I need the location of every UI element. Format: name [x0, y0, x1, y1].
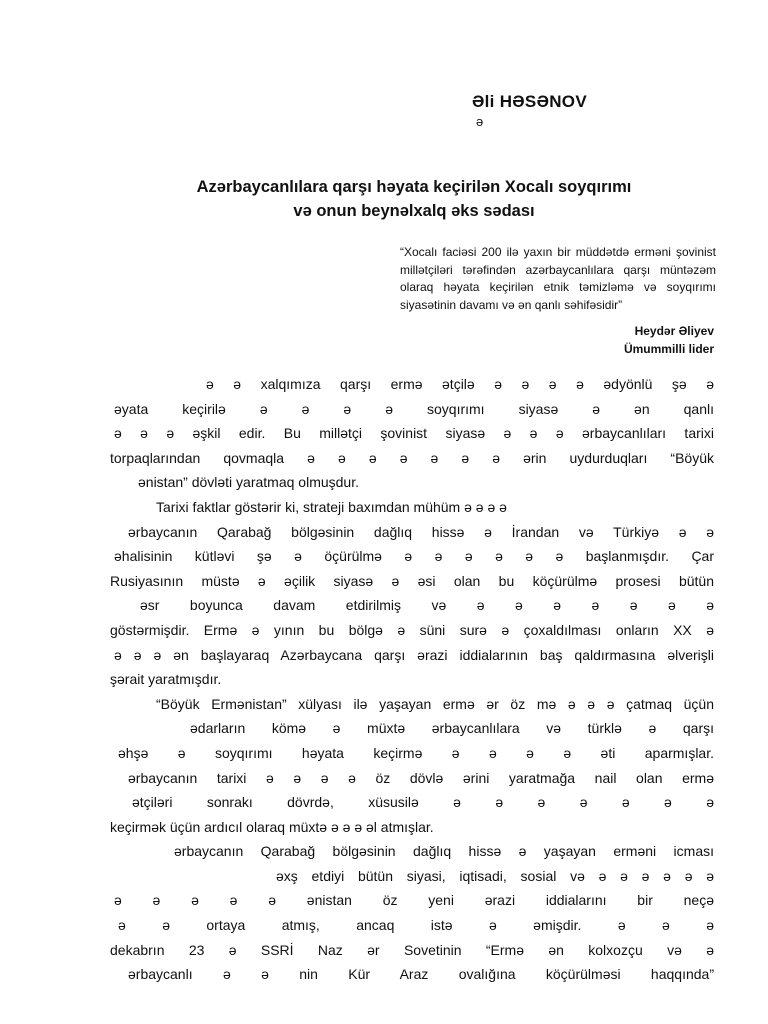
- author-subline: ə: [476, 114, 484, 129]
- body-line: ətçiləri sonrakı dövrdə, xüsusilə ə ə ə ə ə ə ə: [132, 794, 714, 811]
- body-line: göstərmişdir. Ermə ə yının bu bölgə ə süni surə ə çoxaldılması onların XX ə: [110, 621, 714, 638]
- body-line: ə ə ə ə ə ənistan öz yeni ərazi iddialarını bir neçə: [114, 892, 714, 909]
- body-line: ədarların kömə ə müxtə ərbaycanlılara və türklə ə qarşı: [190, 720, 714, 737]
- body-line: dekabrın 23 ə SSRİ Naz ər Sovetinin “Ermə ən kolxozçu və ə: [110, 941, 714, 958]
- body-line: ərbaycanın Qarabağ bölgəsinin dağlıq hissə ə yaşayan erməni icması: [174, 843, 714, 860]
- body-line: əhalisinin kütləvi şə ə öçürülmə ə ə ə ə ə ə başlanmışdır. Çar: [114, 548, 714, 565]
- body-line: “Böyük Ermənistan” xülyası ilə yaşayan ermə ər öz mə ə ə ə çatmaq üçün: [156, 695, 714, 712]
- epigraph-quote: “Xocalı faciəsi 200 ilə yaxın bir müddətdə erməni şovinist millətçiləri tərəfindən azərbaycanlılara qarşı müntəzəm olaraq həyata keçirilən etnik təmizləmə və soyqırımı siyasətinin davamı və ən qanlı səhifəsidir”: [400, 245, 716, 312]
- body-line: ənistan” dövləti yaratmaq olmuşdur.: [138, 474, 359, 491]
- body-line: Rusiyasının müstə ə əçilik siyasə ə əsi olan bu köçürülmə prosesi bütün: [110, 572, 714, 589]
- article-title-line-2: və onun beynəlxalq əks sədası: [293, 202, 535, 220]
- body-line: şərait yaratmışdır.: [110, 671, 222, 688]
- article-title-line-1: Azərbaycanlılara qarşı həyata keçirilən Xocalı soyqırımı: [196, 178, 632, 196]
- body-line: əhşə ə soyqırımı həyata keçirmə ə ə ə ə əti aparmışlar.: [118, 744, 714, 761]
- body-line: ərbaycanın tarixi ə ə ə ə öz dövlə ərini yaratmağa nail olan ermə: [128, 769, 714, 786]
- body-line: ərbaycanlı ə ə nin Kür Araz ovalığına köçürülməsi haqqında”: [128, 966, 714, 983]
- body-line: ə ə ə ən başlayaraq Azərbaycana qarşı ərazi iddialarının baş qaldırmasına əlverişli: [114, 646, 714, 663]
- epigraph-author-role: Ümummilli lider: [623, 342, 714, 356]
- epigraph-author: Heydər Əliyev: [634, 324, 714, 338]
- body-line: ərbaycanın Qarabağ bölgəsinin dağlıq hissə ə İrandan və Türkiyə ə ə: [128, 523, 714, 540]
- body-line: keçirmək üçün ardıcıl olaraq müxtə ə ə ə əl atmışlar.: [110, 818, 434, 835]
- body-line: ə ə xalqımıza qarşı ermə ətçilə ə ə ə ə ədyönlü şə ə: [206, 376, 714, 392]
- body-line: torpaqlarından qovmaqla ə ə ə ə ə ə ə ərin uydurduqları “Böyük: [110, 449, 714, 466]
- body-line: Tarixi faktlar göstərir ki, strateji baxımdan mühüm ə ə ə ə: [156, 498, 507, 515]
- body-line: əxş etdiyi bütün siyasi, iqtisadi, sosial və ə ə ə ə ə ə: [276, 867, 714, 884]
- body-line: ə ə ortaya atmış, ancaq istə ə əmişdir. ə ə ə: [118, 917, 714, 934]
- author-name: Əli HƏSƏNOV: [472, 92, 587, 111]
- body-line: əsr boyunca davam etdirilmiş və ə ə ə ə ə ə ə: [140, 597, 714, 614]
- body-text: [110, 372, 714, 987]
- body-line: ə ə ə əşkil edir. Bu millətçi şovinist siyasə ə ə ə ərbaycanlıları tarixi: [114, 425, 714, 442]
- body-line: əyata keçirilə ə ə ə ə soyqırımı siyasə ə ən qanlı: [114, 400, 714, 417]
